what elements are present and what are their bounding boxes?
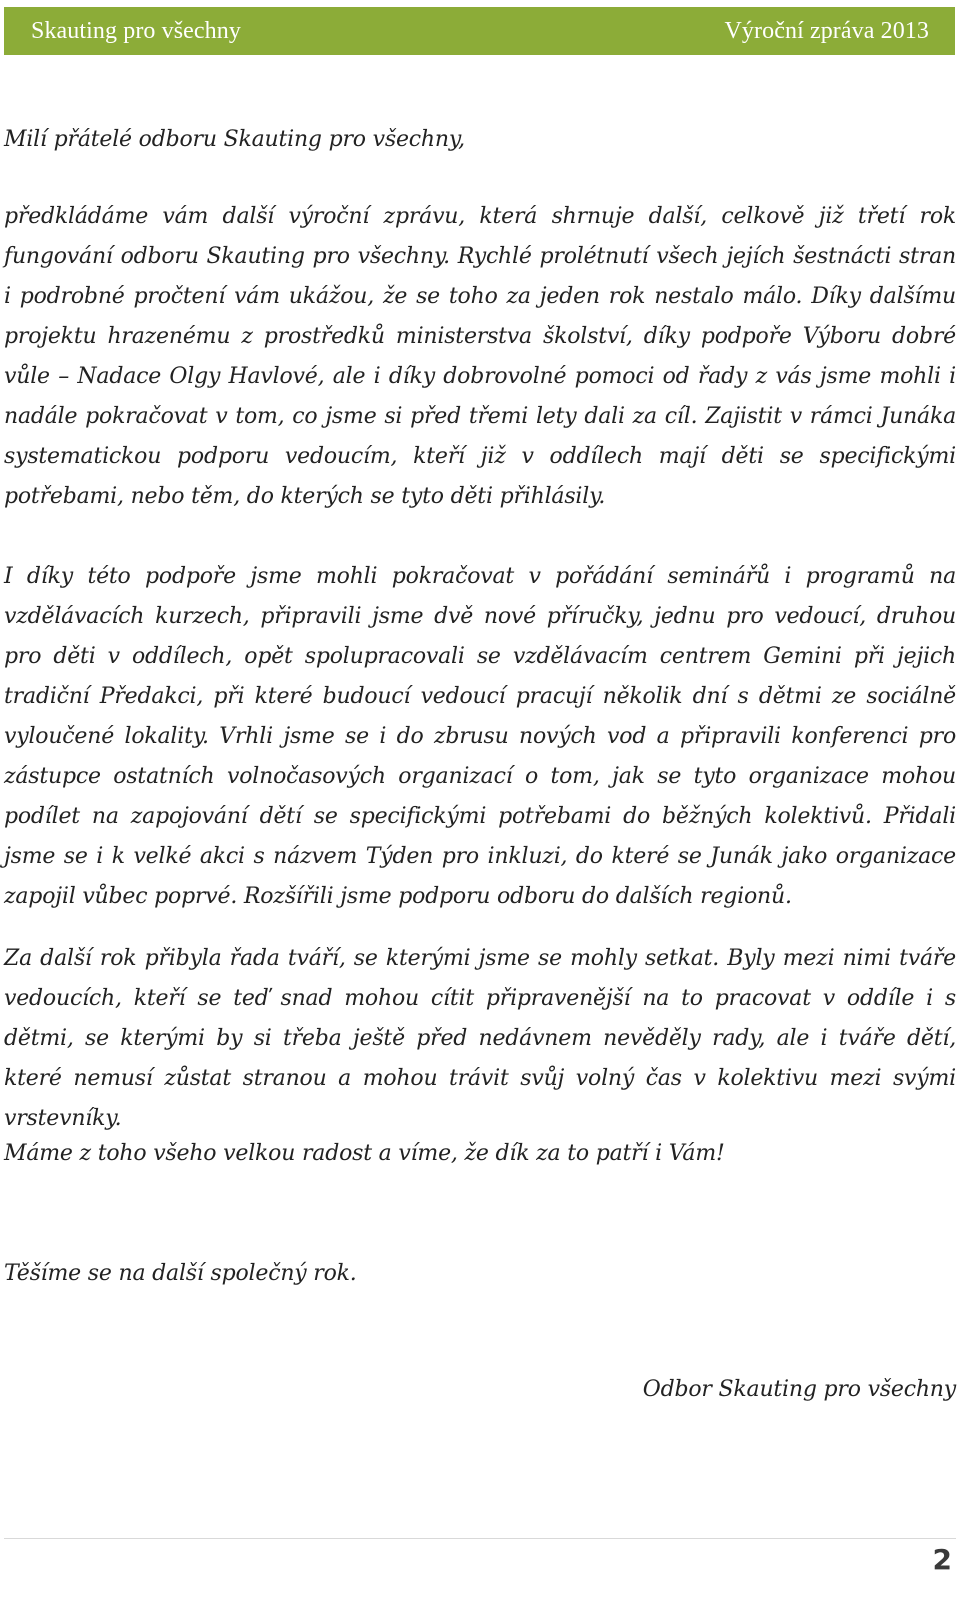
- header-right-title: Výroční zpráva 2013: [724, 17, 929, 44]
- header-left-title: Skauting pro všechny: [31, 17, 241, 44]
- footer-divider: [4, 1538, 956, 1539]
- letter-paragraph: předkládáme vám další výroční zprávu, která shrnuje další, celkově již třetí rok fungování odboru Skauting pro všechny. Rychlé prolétnutí všech jejích šestnácti stran i podrobné pročtení vám ukážou, že se toho za jeden rok nestalo málo. Díky dalšímu projektu hrazenému z prostředků ministerstva školství, díky podpoře Výboru dobré vůle – Nadace Olgy Havlové, ale i díky dobrovolné pomoci od řady z vás jsme mohli i nadále pokračovat v tom, co jsme si před třemi lety dali za cíl. Zajistit v rámci Junáka systematickou podporu vedoucím, kteří již v oddílech mají děti se specifickými potřebami, nebo těm, do kterých se tyto děti přihlásily.: [4, 204, 956, 509]
- letter-greeting: Milí přátelé odboru Skauting pro všechny,: [4, 127, 465, 152]
- header-bar: [4, 7, 955, 55]
- letter-signature: Odbor Skauting pro všechny: [642, 1377, 956, 1402]
- letter-closing: Těšíme se na další společný rok.: [4, 1261, 357, 1286]
- letter-paragraph: I díky této podpoře jsme mohli pokračovat v pořádání seminářů i programů na vzdělávacích kurzech, připravili jsme dvě nové příručky, jednu pro vedoucí, druhou pro děti v oddílech, opět spolupracovali se vzdělávacím centrem Gemini při jejich tradiční Předakci, při které budoucí vedoucí pracují několik dní s dětmi ze sociálně vyloučené lokality. Vrhli jsme se i do zbrusu nových vod a připravili konferenci pro zástupce ostatních volnočasových organizací o tom, jak se tyto organizace mohou podílet na zapojování dětí se specifickými potřebami do běžných kolektivů. Přidali jsme se i k velké akci s názvem Týden pro inkluzi, do které se Junák jako organizace zapojil vůbec poprvé. Rozšířili jsme podporu odboru do dalších regionů.: [4, 564, 956, 909]
- letter-paragraph: Za další rok přibyla řada tváří, se kterými jsme se mohly setkat. Byly mezi nimi tváře vedoucích, kteří se teď snad mohou cítit připravenější na to pracovat v oddíle i s dětmi, se kterými by si třeba ještě před nedávnem nevěděly rady, ale i tváře dětí, které nemusí zůstat stranou a mohou trávit svůj volný čas v kolektivu mezi svými vrstevníky.: [4, 946, 956, 1131]
- letter-paragraph: Máme z toho všeho velkou radost a víme, že dík za to patří i Vám!: [4, 1141, 725, 1166]
- page-number: 2: [932, 1543, 952, 1576]
